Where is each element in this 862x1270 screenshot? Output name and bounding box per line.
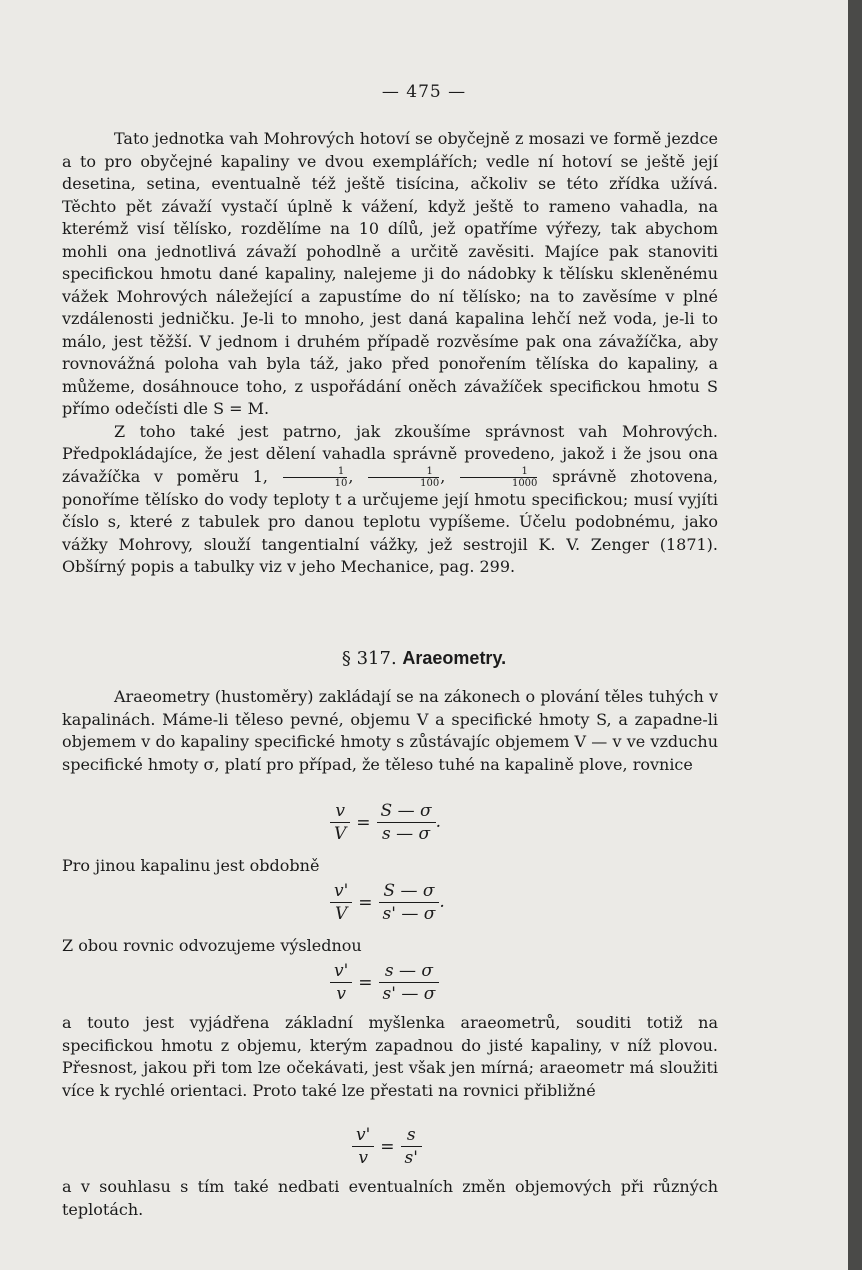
equation-1: $\frac{v}{V}$ = $\frac{S — \sigma}{s — \sigma}$ . [330, 800, 441, 845]
text-block-2 [62, 686, 718, 776]
page-number: — 475 — [381, 82, 467, 102]
paragraph-araeometry-intro: Araeometry (hustoměry) zakládají se na zákonech o plování těles tuhých v kapalinách. Máme-li těleso pevné, objemu V a specifické hmoty S, a zapadne-li objemem v do kapaliny specifické hmoty s zůstávajíc objemem V — v ve vzduchu specifické hmoty σ, platí pro případ, že těleso tuhé na kapalině plove, rovnice [62, 687, 718, 774]
equation-3: $\frac{v'}{v}$ = $\frac{s — \sigma}{s' — \sigma}$ [330, 960, 439, 1005]
text-resulting: Z obou rovnic odvozujeme výslednou [62, 936, 362, 955]
text-block-4 [62, 1176, 718, 1221]
paragraph-mohr-test-end: správně zhotovena, ponoříme tělísko do vody teploty t a určujeme její hmotu specifickou; musí vyjíti číslo s, které z tabulek pro danou teplotu vypíšeme. Účelu podobnému, jako vážky Mohrovy, slouží tangentialní vážky, jež sestrojil K. V. Zenger (1871). Obšírný popis a tabulky viz v jeho Mechanice, pag. 299. [62, 466, 719, 576]
section-heading [0, 648, 848, 669]
equation-2: $\frac{v'}{V}$ = $\frac{S — \sigma}{s' — \sigma}$ . [330, 880, 445, 925]
paragraph-araeometry-idea: a touto jest vyjádřena základní myšlenka araeometrů, souditi totiž na specifickou hmotu z objemu, kterým zapadnou do jisté kapaliny, v níž plovou. Přesnost, jakou při tom lze očekávati, jest však jen mírná; araeometr má sloužiti více k rychlé orientaci. Proto také lze přestati na rovnici přibližné [62, 1013, 718, 1100]
paragraph-mohr-test-start: Z toho také jest patrno, jak zkoušíme správnost vah Mohrových. Předpokládajíce, že jest dělení vahadla správně provedeno, jakož i že jsou ona závažíčka v poměru 1, [62, 421, 718, 486]
fraction-tenth: $\frac{1}{10}$ [283, 466, 348, 489]
text-analogous: Pro jinou kapalinu jest obdobně [62, 856, 320, 875]
paragraph-mohr-test: Z toho také jest patrno, jak zkoušíme správnost vah Mohrových. Předpokládajíce, že jest dělení vahadla správně provedeno, jakož i že jsou ona závažíčka v poměru 1, $\frac{1}{10}$ , $\frac{1}{100}$ , $\frac{1}{1000}$ správně zhotovena, ponoříme tělísko do vody teploty t a určujeme její hmotu specifickou; musí vyjíti číslo s, které z tabulek pro danou teplotu vypíšeme. Účelu podobnému, jako vážky Mohrovy, slouží tangentialní vážky, jež sestrojil K. V. Zenger (1871). Obšírný popis a tabulky viz v jeho Mechanice, pag. 299. [62, 421, 719, 576]
section-title: Araeometry. [402, 648, 507, 668]
paragraph-mohr-weights: Tato jednotka vah Mohrových hotoví se obyčejně z mosazi ve formě jezdce a to pro obyčejné kapaliny ve dvou exemplářích; vedle ní hotoví se ještě její desetina, setina, eventualně též ještě tisícina, ačkoliv se této zřídka užívá. Těchto pět závaží vystačí úplně k vážení, když ještě to rameno vahadla, na kterémž visí tělísko, rozdělíme na 10 dílů, jež opatříme výřezy, tak abychom mohli ona jednotlivá závaží pohodlně a určitě zavěsiti. Majíce pak stanoviti specifickou hmotu dané kapaliny, nalejeme ji do nádobky k tělísku skleněnému vážek Mohrových náležející a zapustíme do ní tělísko; na to zavěsíme v plné vzdálenosti jedničku. Je-li to mnoho, jest daná kapalina lehčí než voda, je-li to málo, jest těžší. V jednom i druhém případě rozvěsíme pak ona závažíčka, aby rovnovážná poloha vah byla táž, jako před ponořením tělíska do kapaliny, a můžeme, dosáhnouce toho, z uspořádání oněch závažíček specifickou hmotu S přímo odečísti dle S = M. [62, 129, 718, 418]
equation-4: $\frac{v'}{v}$ = $\frac{s}{s'}$ [352, 1124, 422, 1169]
fraction-thousandth: $\frac{1}{1000}$ [460, 466, 537, 489]
fraction-hundredth: $\frac{1}{100}$ [368, 466, 439, 489]
text-block-1 [62, 128, 718, 579]
text-block-3 [62, 1012, 718, 1102]
section-number: § 317. [341, 648, 397, 669]
paragraph-temperature: a v souhlasu s tím také nedbati eventualních změn objemových při různých teplotách. [62, 1177, 718, 1219]
